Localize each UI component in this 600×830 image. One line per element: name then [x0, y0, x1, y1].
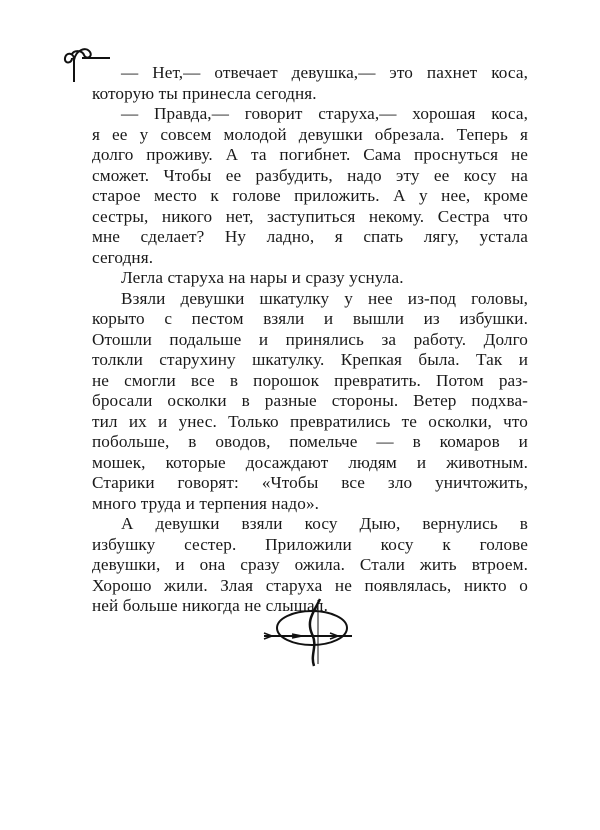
- text-line: много труда и терпения надо».: [92, 493, 320, 513]
- text-line: Хорошо жили. Злая старуха не появлялась, никто о: [92, 575, 528, 595]
- text-line: Отошли подальше и принялись за работу. Долго: [92, 329, 528, 349]
- text-line: сможет. Чтобы ее разбудить, надо эту ее косу на: [92, 165, 528, 185]
- text-line: А девушки взяли косу Дыю, вернулись в: [121, 514, 528, 533]
- text-line: Старики говорят: «Чтобы все зло уничтожить,: [92, 473, 528, 492]
- text-line: тил их и унес. Только превратились те осколки, что: [92, 411, 528, 431]
- bow-arrow-emblem-icon: [262, 598, 362, 668]
- text-line: которую ты принесла сегодня.: [92, 83, 317, 103]
- text-line: корыто с пестом взяли и вышли из избушки.: [92, 309, 528, 328]
- text-line: Взяли девушки шкатулку у нее из-под головы,: [121, 288, 528, 308]
- text-line: ней больше никогда не слышал.: [92, 596, 329, 615]
- text-line: я ее у совсем молодой девушки обрезала. Теперь я: [92, 124, 528, 144]
- text-line: избушку сестер. Приложили косу к голове: [92, 534, 528, 554]
- text-line: долго проживу. А та погибнет. Сама проснуться не: [92, 145, 528, 164]
- text-line: побольше, в оводов, помельче — в комаров и: [92, 432, 528, 451]
- text-line: сестры, никого нет, заступиться некому. Сестра что: [92, 206, 528, 226]
- text-line: старое место к голове приложить. А у нее, кроме: [92, 186, 528, 205]
- text-line: — Правда,— говорит старуха,— хорошая коса,: [121, 104, 528, 123]
- text-line: бросали осколки в разные стороны. Ветер подхва-: [92, 391, 528, 410]
- text-line: сегодня.: [92, 247, 154, 267]
- text-line: не смогли все в порошок превратить. Потом раз-: [92, 370, 528, 390]
- text-line: мошек, которые досаждают людям и животным.: [92, 452, 528, 472]
- text-line: Легла старуха на нары и сразу уснула.: [121, 268, 404, 287]
- text-line: толкли старухину шкатулку. Крепкая была. Так и: [92, 350, 528, 369]
- text-line: девушки, и она сразу ожила. Стали жить втроем.: [92, 555, 528, 574]
- text-line: мне сделает? Ну ладно, я спать лягу, устала: [92, 227, 528, 246]
- text-line: — Нет,— отвечает девушка,— это пахнет коса,: [121, 63, 528, 82]
- story-text: [92, 63, 528, 617]
